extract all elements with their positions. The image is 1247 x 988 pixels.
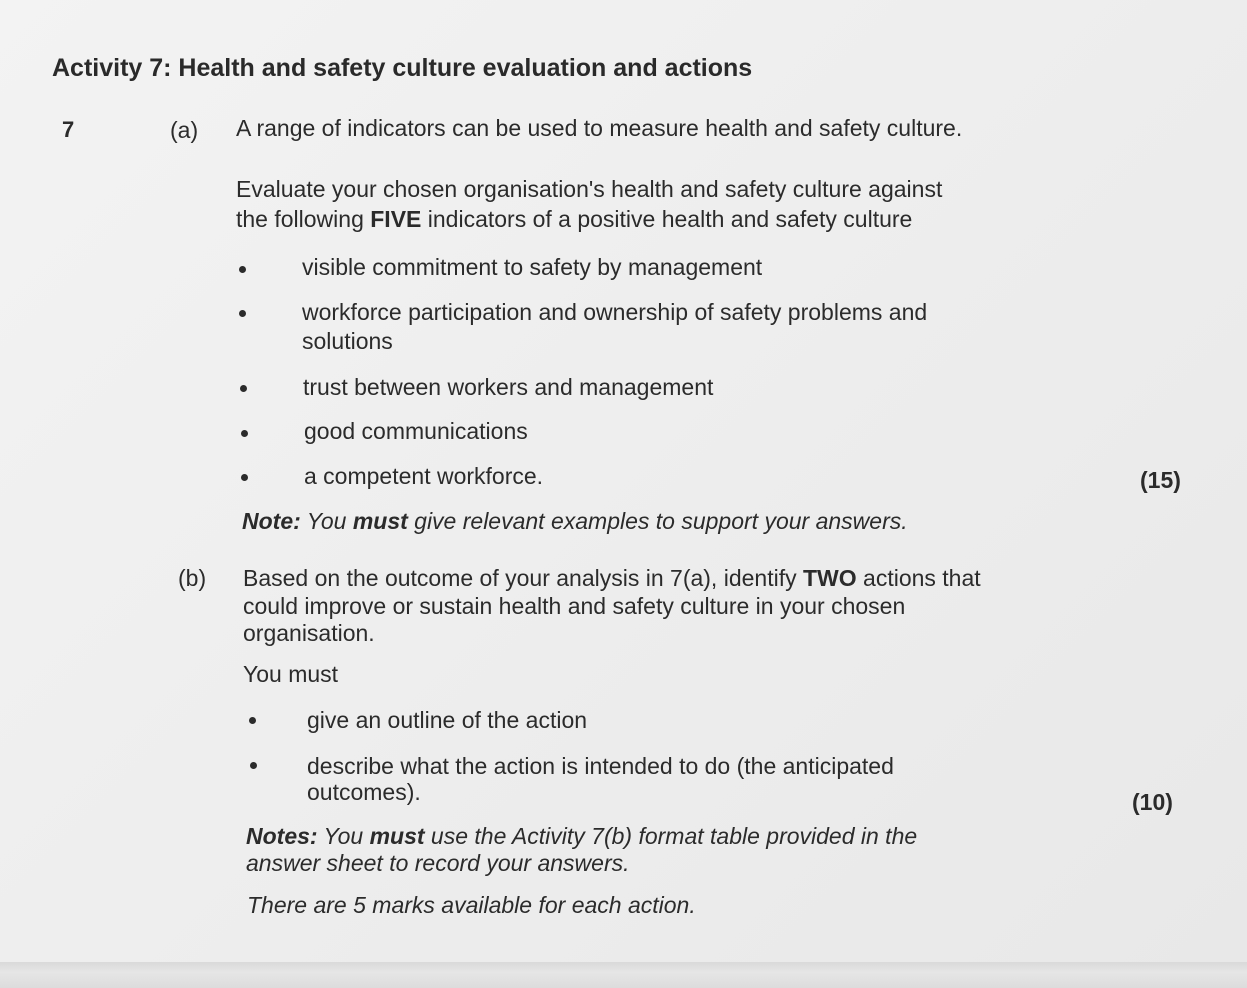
- part-b-line1: Based on the outcome of your analysis in 7(a), identify TWO actions that: [243, 565, 981, 591]
- bullet-icon: [240, 385, 247, 392]
- indicator-4: good communications: [304, 418, 528, 444]
- bullet-icon: [241, 474, 248, 481]
- indicator-2-line1: workforce participation and ownership of safety problems and: [302, 299, 928, 325]
- indicator-3: trust between workers and management: [303, 374, 714, 400]
- five-emphasis: FIVE: [370, 206, 422, 232]
- bullet-icon: [239, 266, 246, 273]
- requirement-2-line2: outcomes).: [307, 779, 421, 805]
- screen-bottom-edge: [0, 962, 1247, 988]
- bullet-icon: [249, 717, 256, 724]
- question-number: 7: [62, 117, 75, 142]
- requirement-2-line1: describe what the action is intended to do (the anticipated: [307, 753, 894, 779]
- you-must-label: You must: [243, 661, 339, 687]
- part-b-line3: organisation.: [243, 620, 375, 646]
- part-b-marks: (10): [1132, 789, 1173, 815]
- notes-label: Notes:: [246, 823, 318, 849]
- indicator-1: visible commitment to safety by management: [302, 254, 763, 280]
- part-b-notes-line2: answer sheet to record your answers.: [246, 850, 630, 876]
- part-a-marks: (15): [1140, 467, 1181, 493]
- indicator-2-line2: solutions: [302, 328, 393, 354]
- part-b-notes-line1: Notes: You must use the Activity 7(b) format table provided in the: [246, 823, 918, 849]
- requirement-1: give an outline of the action: [307, 707, 588, 733]
- note-label: Note:: [242, 508, 301, 534]
- two-emphasis: TWO: [802, 565, 857, 591]
- indicator-5: a competent workforce.: [304, 463, 544, 489]
- part-a-intro: A range of indicators can be used to measure health and safety culture.: [236, 115, 963, 141]
- must-emphasis: must: [369, 823, 425, 849]
- part-a-label: (a): [170, 117, 199, 143]
- bullet-icon: [250, 762, 257, 769]
- bullet-icon: [239, 310, 246, 317]
- part-a-instruction-line1: Evaluate your chosen organisation's health and safety culture against: [236, 176, 943, 202]
- part-b-label: (b): [178, 565, 207, 591]
- marks-info: There are 5 marks available for each action.: [247, 892, 696, 918]
- part-b-line2: could improve or sustain health and safety culture in your chosen: [243, 593, 906, 619]
- activity-title: Activity 7: Health and safety culture evaluation and actions: [52, 54, 753, 82]
- bullet-icon: [241, 430, 248, 437]
- must-emphasis: must: [352, 508, 408, 534]
- part-a-note: Note: You must give relevant examples to support your answers.: [242, 508, 908, 534]
- part-a-instruction-line2: the following FIVE indicators of a positive health and safety culture: [236, 206, 913, 232]
